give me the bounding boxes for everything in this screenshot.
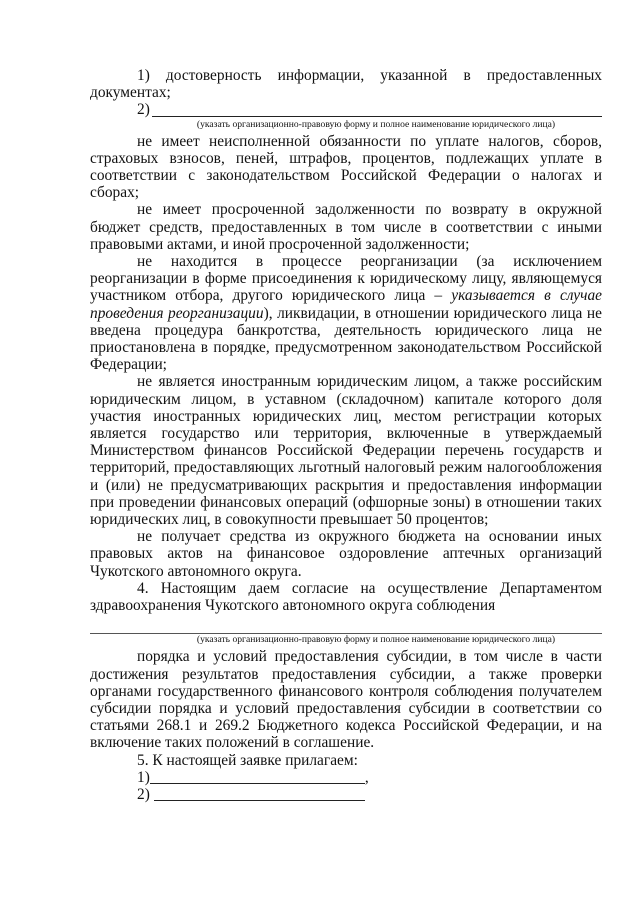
attachment-2-blank-line bbox=[154, 786, 365, 801]
para-order-conditions: порядка и условий предоставления субсидии, в том числе в части достижения результатов предоставления субсидии, а также проверки органами государственного финансового контроля соблюдения получателем субсидии порядка и условий предоставления субсидии в соответствии со статьями 268.1 и 269.2 Бюджетного кодекса Российской Федерации, и на включение таких положений в соглашение. bbox=[90, 648, 602, 752]
para-reorg-text-a: не находится в процессе реорганизации (за исключением реорганизации в форме присоединения к юридическому лицу, являющемуся участником отбора, другого юридического лица – bbox=[90, 253, 602, 305]
item-2-blank-line bbox=[152, 102, 602, 117]
para-reorg-text-b: ), ликвидации, в отношении юридического лица не введена процедура банкротства, деятельность юридического лица не приостановлена в порядке, предусмотренном законодательством Российской Федерации; bbox=[90, 304, 602, 374]
item-2-number: 2) bbox=[137, 101, 150, 119]
attachment-1-number: 1) bbox=[137, 768, 150, 786]
para-not-foreign-entity: не является иностранным юридическим лицом, а также российским юридическим лицом, в уставном (складочном) капитале которого доля участия иностранных юридических лиц, местом регистрации которых является государство или территория, включенные в утверждаемый Министерством финансов Российской Федерации перечень государств и территорий, предоставляющих льготный налоговый режим налогообложения и (или) не предусматривающих раскрытия и предоставления информации при проведении финансовых операций (офшорные зоны) в отношении таких юридических лиц, в совокупности превышает 50 процентов; bbox=[90, 373, 602, 529]
para-no-tax-debt: не имеет неисполненной обязанности по уплате налогов, сборов, страховых взносов, пеней, штрафов, процентов, подлежащих уплате в соответствии с законодательством Российской Федерации о налогах и сборах; bbox=[90, 132, 602, 202]
para-no-overdue-debt: не имеет просроченной задолженности по возврату в окружной бюджет средств, предоставленных в том числе в соответствии с иными правовыми актами, и иной просроченной задолженности; bbox=[90, 201, 602, 253]
para-no-other-funds: не получает средства из окружного бюджета на основании иных правовых актов на финансовое оздоровление аптечных организаций Чукотского автономного округа. bbox=[90, 528, 602, 580]
attachment-2-number: 2) bbox=[137, 785, 150, 803]
para-consent: 4. Настоящим даем согласие на осуществление Департаментом здравоохранения Чукотского автономного округа соблюдения bbox=[90, 579, 602, 615]
attachment-2-row bbox=[90, 786, 602, 803]
blank-entry-space bbox=[90, 614, 602, 633]
caption-org-form-1: (указать организационно-правовую форму и полное наименование юридического лица) bbox=[196, 118, 556, 130]
attachment-1-comma: , bbox=[364, 768, 369, 786]
attachment-1-blank-line bbox=[150, 769, 365, 784]
item-2-blank-row bbox=[90, 101, 602, 118]
para-no-reorganization bbox=[90, 253, 602, 373]
item-1-reliability: 1) достоверность информации, указанной в предоставленных документах; bbox=[90, 67, 602, 102]
caption-org-form-2: (указать организационно-правовую форму и полное наименование юридического лица) bbox=[196, 634, 556, 646]
attachment-1-row bbox=[90, 769, 602, 786]
document-body bbox=[90, 67, 602, 803]
para-attachments-heading: 5. К настоящей заявке прилагаем: bbox=[137, 751, 358, 769]
para-reorg-italic: указывается в случае проведения реорганизации bbox=[90, 287, 602, 322]
